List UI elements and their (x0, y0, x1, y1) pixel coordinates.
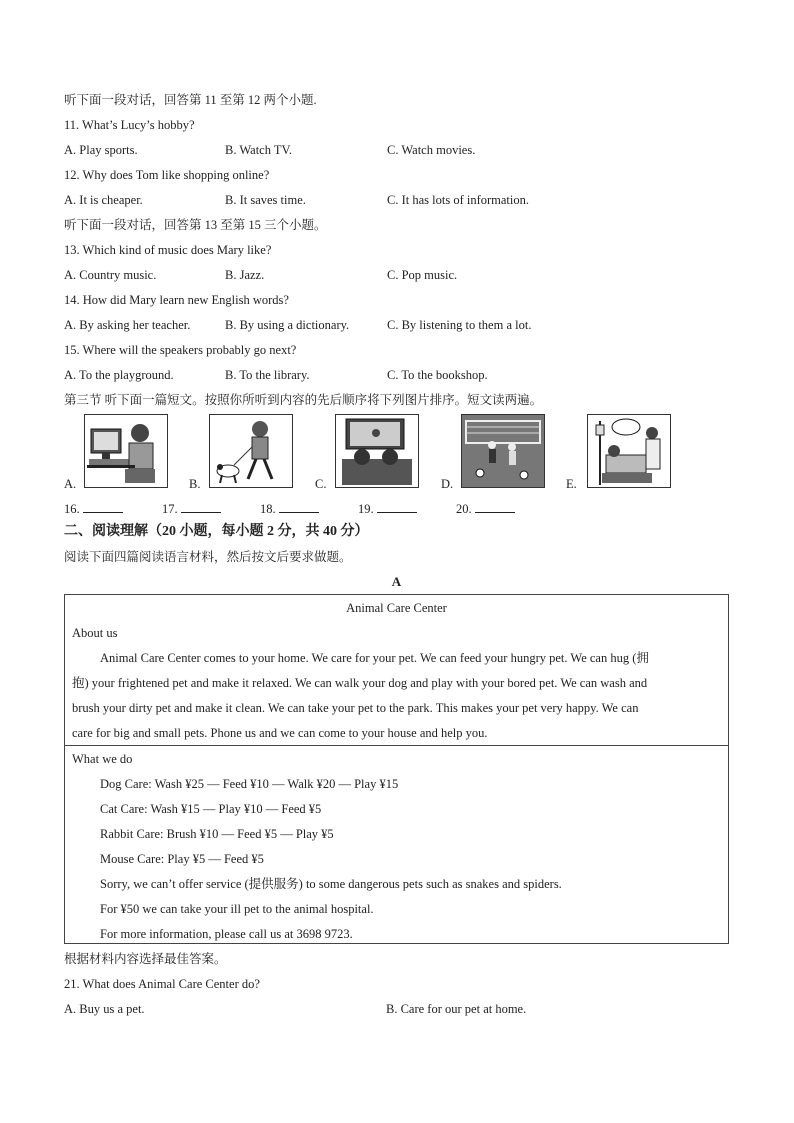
service-contact: For more information, please call us at 3698 9723. (100, 927, 353, 941)
picture-label-c: C. (315, 477, 327, 491)
picture-label-a: A. (64, 477, 77, 491)
q11-stem: 11. What’s Lucy’s hobby? (64, 118, 195, 132)
ad-box-divider (64, 745, 729, 746)
answer-number-20: 20. (456, 502, 472, 516)
q11-option-c: C. Watch movies. (387, 143, 476, 157)
section3-heading: 第三节 听下面一篇短文。按照你所听到内容的先后顺序将下列图片排序。短文读两遍。 (64, 393, 543, 407)
q13-option-b: B. Jazz. (225, 268, 265, 282)
q12-option-a: A. It is cheaper. (64, 193, 143, 207)
intro-13-15: 听下面一段对话，回答第 13 至第 15 三个小题。 (64, 218, 327, 232)
q13-stem: 13. Which kind of music does Mary like? (64, 243, 272, 257)
intro-11-12: 听下面一段对话，回答第 11 至第 12 两个小题. (64, 93, 317, 107)
answer-blank-20[interactable] (456, 500, 515, 517)
questions-instruction: 根据材料内容选择最佳答案。 (64, 952, 227, 966)
service-hospital: For ¥50 we can take your ill pet to the animal hospital. (100, 902, 374, 916)
reading-section-heading: 二、阅读理解（20 小题，每小题 2 分，共 40 分） (64, 524, 369, 539)
service-note-dangerous: Sorry, we can’t offer service (提供服务) to some dangerous pets such as snakes and spiders. (100, 877, 562, 891)
q14-option-c: C. By listening to them a lot. (387, 318, 532, 332)
q21-option-b: B. Care for our pet at home. (386, 1002, 527, 1016)
answer-line-18[interactable] (279, 500, 319, 513)
service-dog: Dog Care: Wash ¥25 — Feed ¥10 — Walk ¥20 — Play ¥15 (100, 777, 399, 791)
answer-number-16: 16. (64, 502, 80, 516)
q12-option-c: C. It has lots of information. (387, 193, 529, 207)
q15-option-c: C. To the bookshop. (387, 368, 488, 382)
q12-option-b: B. It saves time. (225, 193, 306, 207)
answer-blank-19[interactable] (358, 500, 417, 517)
ad-title: Animal Care Center (346, 601, 447, 615)
q12-stem: 12. Why does Tom like shopping online? (64, 168, 270, 182)
answer-blank-18[interactable] (260, 500, 319, 517)
q11-option-b: B. Watch TV. (225, 143, 293, 157)
tv-watchers-icon (335, 414, 419, 488)
dog-walker-icon (209, 414, 293, 488)
about-line-2: 抱) your frightened pet and make it relaxed. We can walk your dog and play with your bored pet. We can wash and (72, 676, 648, 690)
answer-line-20[interactable] (475, 500, 515, 513)
answer-number-19: 19. (358, 502, 374, 516)
about-line-4: care for big and small pets. Phone us and we can come to your house and help you. (72, 726, 488, 740)
about-line-3: brush your dirty pet and make it clean. We can take your pet to the park. This makes your pet very happy. We can (72, 701, 639, 715)
what-heading: What we do (72, 752, 133, 766)
q14-stem: 14. How did Mary learn new English words? (64, 293, 289, 307)
answer-blank-17[interactable] (162, 500, 221, 517)
hospital-patient-icon (587, 414, 671, 488)
answer-line-19[interactable] (377, 500, 417, 513)
q11-option-a: A. Play sports. (64, 143, 138, 157)
passage-letter: A (391, 574, 402, 589)
q21-stem: 21. What does Animal Care Center do? (64, 977, 260, 991)
answer-line-17[interactable] (181, 500, 221, 513)
reading-instruction: 阅读下面四篇阅读语言材料，然后按文后要求做题。 (64, 550, 352, 564)
q14-option-b: B. By using a dictionary. (225, 318, 350, 332)
service-cat: Cat Care: Wash ¥15 — Play ¥10 — Feed ¥5 (100, 802, 322, 816)
picture-label-d: D. (441, 477, 454, 491)
answer-blank-16[interactable] (64, 500, 123, 517)
q15-option-a: A. To the playground. (64, 368, 174, 382)
q15-option-b: B. To the library. (225, 368, 310, 382)
q21-option-a: A. Buy us a pet. (64, 1002, 145, 1016)
answer-line-16[interactable] (83, 500, 123, 513)
about-heading: About us (72, 626, 118, 640)
answer-number-18: 18. (260, 502, 276, 516)
picture-label-e: E. (566, 477, 577, 491)
computer-user-icon (84, 414, 168, 488)
q14-option-a: A. By asking her teacher. (64, 318, 191, 332)
service-rabbit: Rabbit Care: Brush ¥10 — Feed ¥5 — Play ¥5 (100, 827, 334, 841)
soccer-kids-icon (461, 414, 545, 488)
q13-option-a: A. Country music. (64, 268, 157, 282)
answer-number-17: 17. (162, 502, 178, 516)
service-mouse: Mouse Care: Play ¥5 — Feed ¥5 (100, 852, 264, 866)
q15-stem: 15. Where will the speakers probably go next? (64, 343, 297, 357)
q13-option-c: C. Pop music. (387, 268, 458, 282)
picture-label-b: B. (189, 477, 201, 491)
about-line-1: Animal Care Center comes to your home. We care for your pet. We can feed your hungry pet. We can hug (拥 (100, 651, 649, 665)
